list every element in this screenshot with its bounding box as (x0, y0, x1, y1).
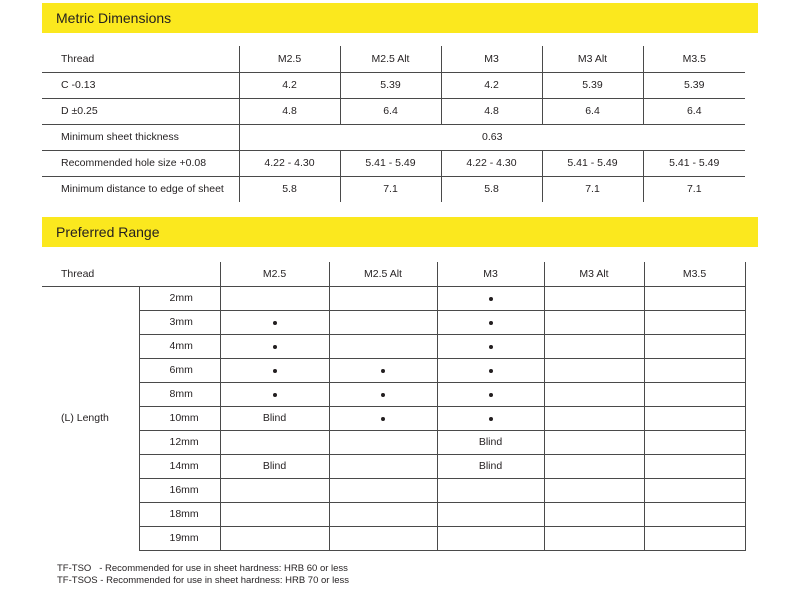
availability-cell (329, 454, 437, 478)
table-row (42, 478, 745, 502)
length-cell: 19mm (139, 526, 220, 550)
availability-cell (220, 334, 329, 358)
bullet-icon (273, 393, 277, 397)
length-cell: 8mm (139, 382, 220, 406)
availability-cell (544, 502, 644, 526)
value-cell: 6.4 (340, 98, 441, 124)
value-cell: 5.8 (441, 176, 542, 202)
bullet-icon (489, 417, 493, 421)
availability-cell (220, 382, 329, 406)
metric-dimensions-table (42, 46, 745, 202)
availability-cell (437, 526, 544, 550)
table-row (42, 98, 745, 124)
availability-cell (644, 334, 745, 358)
bullet-icon (489, 297, 493, 301)
value-cell: 7.1 (340, 176, 441, 202)
preferred-range-banner (42, 217, 758, 247)
availability-cell (544, 430, 644, 454)
availability-cell: Blind (437, 430, 544, 454)
hardness-notes (57, 563, 349, 587)
availability-cell (437, 478, 544, 502)
table-row (42, 124, 745, 150)
length-cell: 2mm (139, 286, 220, 310)
value-cell: 7.1 (686, 183, 702, 196)
table-row (42, 430, 745, 454)
preferred-range-table (42, 262, 746, 551)
note-tf-tso: TF-TSO - Recommended for use in sheet hardness: HRB 60 or less (57, 563, 348, 574)
availability-cell (329, 358, 437, 382)
availability-cell (329, 310, 437, 334)
availability-cell (220, 526, 329, 550)
header-cell: M2.5 (239, 46, 340, 72)
table-row (42, 406, 745, 430)
availability-cell (220, 478, 329, 502)
bullet-icon (489, 369, 493, 373)
length-cell: 16mm (139, 478, 220, 502)
availability-cell (437, 334, 544, 358)
length-cell: 12mm (139, 430, 220, 454)
preferred-range-title: Preferred Range (56, 224, 160, 240)
header-cell: M2.5 Alt (329, 262, 437, 286)
table-row (42, 502, 745, 526)
row-label: Minimum distance to edge of sheet (42, 176, 239, 202)
length-cell: 18mm (139, 502, 220, 526)
availability-cell (644, 310, 745, 334)
availability-cell: Blind (437, 454, 544, 478)
availability-cell (329, 382, 437, 406)
availability-cell (329, 478, 437, 502)
table-row (42, 286, 745, 310)
availability-cell (220, 358, 329, 382)
availability-cell (544, 406, 644, 430)
availability-cell (437, 406, 544, 430)
availability-cell (329, 286, 437, 310)
table-row (42, 358, 745, 382)
header-row (42, 46, 745, 72)
row-label: Recommended hole size +0.08 (42, 150, 239, 176)
row-label: C -0.13 (42, 72, 239, 98)
availability-cell (644, 286, 745, 310)
row-label: D ±0.25 (42, 98, 239, 124)
header-cell: M3 Alt (542, 46, 643, 72)
header-cell: M3 (441, 46, 542, 72)
availability-cell (437, 382, 544, 406)
availability-cell (544, 334, 644, 358)
length-cell: 3mm (139, 310, 220, 334)
header-label: Thread (42, 46, 239, 72)
value-cell: 4.22 - 4.30 (441, 150, 542, 176)
availability-cell (644, 358, 745, 382)
value-cell: 6.4 (542, 98, 643, 124)
header-cell: M3.5 (643, 46, 745, 72)
availability-cell (644, 526, 745, 550)
availability-cell (437, 502, 544, 526)
availability-cell (544, 358, 644, 382)
value-cell: 0.63 (239, 124, 745, 150)
availability-cell (544, 310, 644, 334)
value-cell: 5.39 (643, 72, 745, 98)
header-cell: M3.5 (644, 262, 745, 286)
availability-cell (220, 286, 329, 310)
length-row-label: (L) Length (42, 286, 139, 550)
availability-cell (544, 526, 644, 550)
availability-cell: Blind (220, 454, 329, 478)
availability-cell: Blind (220, 406, 329, 430)
value-cell: 5.41 - 5.49 (340, 150, 441, 176)
table-row (42, 526, 745, 550)
table-row (42, 310, 745, 334)
value-cell: 4.22 - 4.30 (239, 150, 340, 176)
length-cell: 4mm (139, 334, 220, 358)
value-cell: 5.39 (542, 72, 643, 98)
length-cell: 10mm (139, 406, 220, 430)
table-row (42, 176, 745, 202)
value-cell: 5.8 (239, 176, 340, 202)
value-cell: 5.41 - 5.49 (542, 150, 643, 176)
availability-cell (329, 502, 437, 526)
value-cell: 7.1 (542, 176, 643, 202)
bullet-icon (273, 369, 277, 373)
header-cell: M2.5 (220, 262, 329, 286)
bullet-icon (381, 369, 385, 373)
availability-cell (544, 382, 644, 406)
header-cell: M3 (437, 262, 544, 286)
value-cell: 5.39 (340, 72, 441, 98)
table-row (42, 150, 745, 176)
value-cell: 4.2 (441, 72, 542, 98)
metric-dimensions-title: Metric Dimensions (56, 10, 172, 26)
row-label: Minimum sheet thickness (42, 124, 239, 150)
availability-cell (329, 334, 437, 358)
availability-cell (644, 430, 745, 454)
availability-cell (644, 406, 745, 430)
availability-cell (437, 310, 544, 334)
availability-cell (220, 430, 329, 454)
bullet-icon (489, 345, 493, 349)
bullet-icon (381, 417, 385, 421)
availability-cell (437, 358, 544, 382)
bullet-icon (273, 345, 277, 349)
header-label: Thread (42, 262, 220, 286)
availability-cell (644, 382, 745, 406)
value-cell: 4.8 (239, 98, 340, 124)
value-cell: 4.2 (239, 72, 340, 98)
note-tf-tsos: TF-TSOS - Recommended for use in sheet hardness: HRB 70 or less (57, 575, 349, 586)
metric-dimensions-banner (42, 3, 758, 33)
length-cell: 6mm (139, 358, 220, 382)
value-cell: 6.4 (643, 98, 745, 124)
availability-cell (544, 286, 644, 310)
bullet-icon (489, 393, 493, 397)
availability-cell (220, 502, 329, 526)
table-row (42, 382, 745, 406)
value-cell: 5.41 - 5.49 (643, 150, 745, 176)
availability-cell (329, 406, 437, 430)
value-cell: 4.8 (441, 98, 542, 124)
bullet-icon (489, 321, 493, 325)
length-cell: 14mm (139, 454, 220, 478)
availability-cell (644, 454, 745, 478)
bullet-icon (381, 393, 385, 397)
table-row (42, 334, 745, 358)
availability-cell (329, 526, 437, 550)
table-row (42, 454, 745, 478)
header-cell: M3 Alt (544, 262, 644, 286)
availability-cell (544, 454, 644, 478)
availability-cell (437, 286, 544, 310)
availability-cell (644, 478, 745, 502)
table-row (42, 72, 745, 98)
availability-cell (220, 310, 329, 334)
bullet-icon (273, 321, 277, 325)
availability-cell (329, 430, 437, 454)
header-cell: M2.5 Alt (340, 46, 441, 72)
header-row (42, 262, 745, 286)
availability-cell (544, 478, 644, 502)
availability-cell (644, 502, 745, 526)
